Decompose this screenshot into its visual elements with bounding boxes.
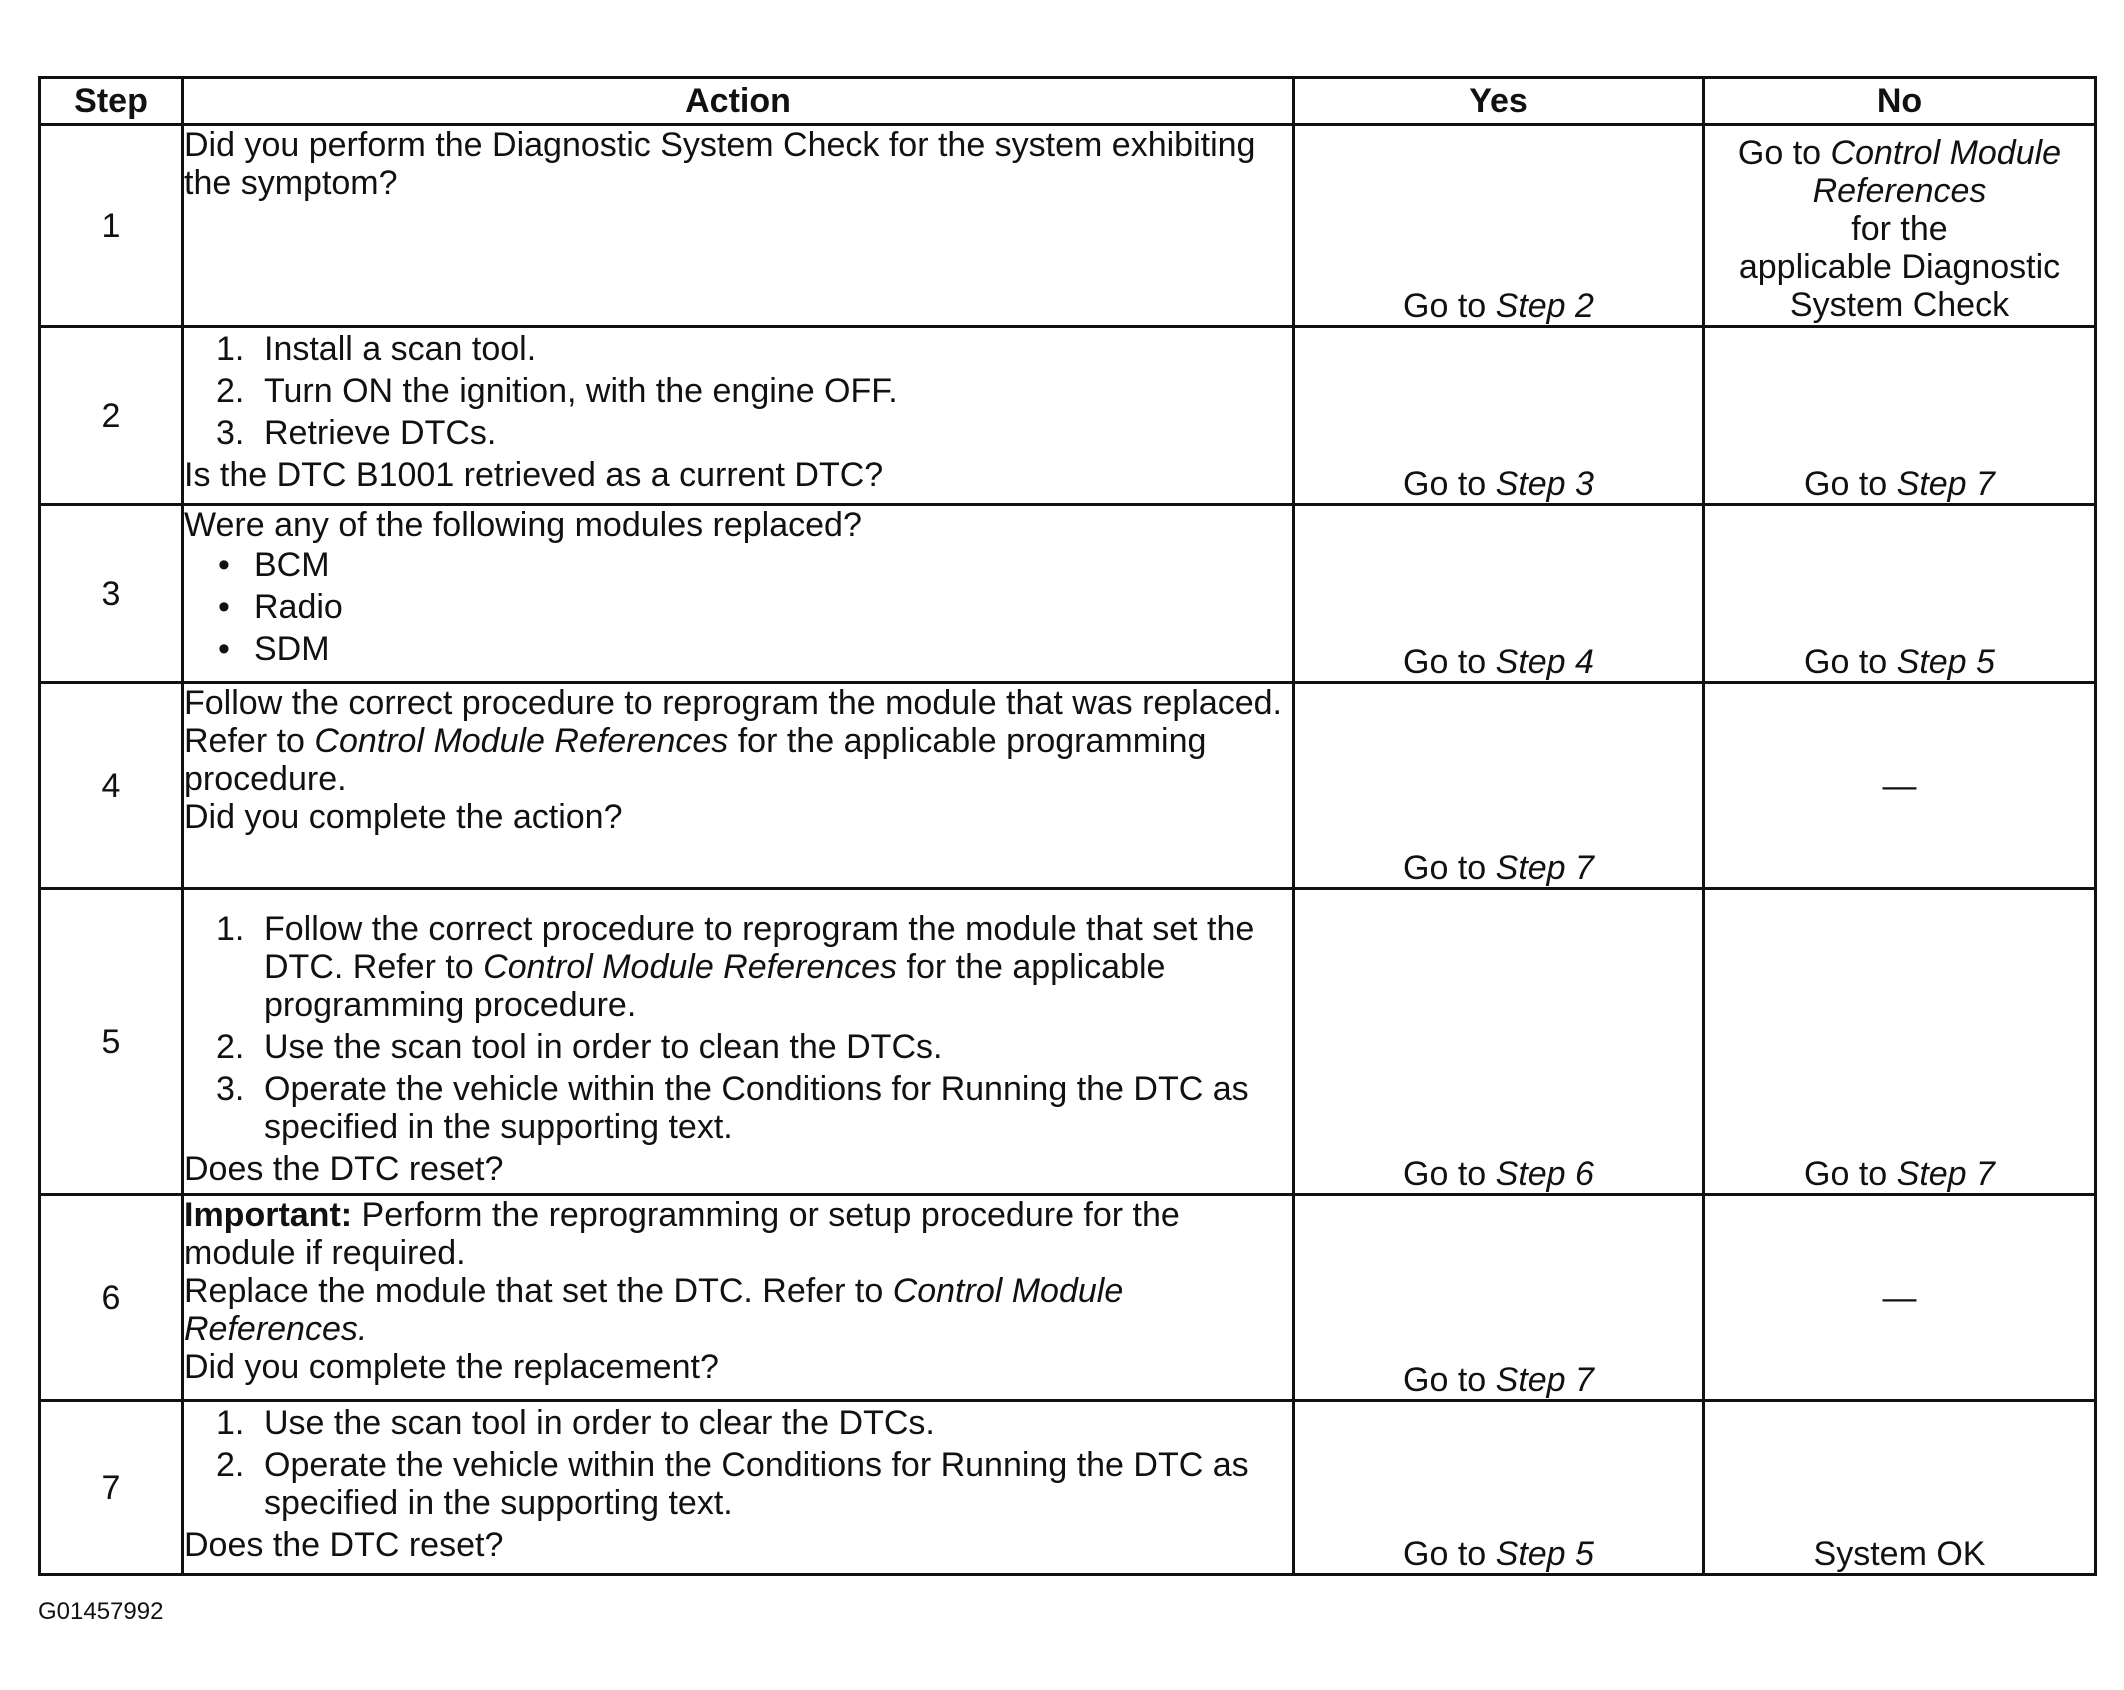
figure-id-label: G01457992	[38, 1598, 164, 1625]
table-row-step-3	[40, 505, 2096, 683]
no-cell	[1704, 125, 2096, 327]
action-intro: Were any of the following modules replaced?	[184, 506, 862, 544]
no-dash: —	[1882, 1278, 1917, 1317]
list-item: 3. Retrieve DTCs.	[216, 414, 497, 452]
header-row	[40, 78, 2096, 125]
list-item: 1. Use the scan tool in order to clear the DTCs.	[216, 1404, 935, 1442]
action-question: Did you complete the action?	[184, 798, 623, 836]
no-cell	[1704, 1401, 2096, 1575]
no-cell	[1704, 505, 2096, 683]
yes-step-link[interactable]: Step 5	[1495, 1535, 1594, 1573]
list-item: 1. Follow the correct procedure to reprogram the module that set the DTC. Refer to Control Module References for the applicable programming procedure.	[216, 910, 1255, 1024]
action-numbered-list	[184, 910, 1292, 1146]
table-row-step-6	[40, 1195, 2096, 1401]
diagnostic-table	[38, 76, 2097, 1576]
no-cell	[1704, 327, 2096, 505]
no-prefix: Go to	[1804, 643, 1897, 681]
header-yes: Yes	[1294, 78, 1704, 125]
yes-prefix: Go to	[1403, 1361, 1496, 1399]
yes-cell	[1294, 1195, 1704, 1401]
yes-step-link[interactable]: Step 7	[1495, 1361, 1594, 1399]
yes-step-link[interactable]: Step 6	[1495, 1155, 1594, 1193]
action-refer: Refer to Control Module References for the applicable programming procedure.	[184, 722, 1207, 798]
no-dash: —	[1882, 766, 1917, 805]
yes-cell	[1294, 327, 1704, 505]
table-row-step-5	[40, 889, 2096, 1195]
no-step-link[interactable]: Step 7	[1896, 465, 1995, 503]
action-cell	[183, 683, 1294, 889]
yes-step-link[interactable]: Step 4	[1495, 643, 1594, 681]
list-item: 2. Operate the vehicle within the Conditions for Running the DTC as specified in the supporting text.	[216, 1446, 1249, 1522]
table-row-step-2	[40, 327, 2096, 505]
action-cell	[183, 505, 1294, 683]
action-question: Is the DTC B1001 retrieved as a current DTC?	[184, 456, 884, 494]
action-numbered-list	[184, 330, 1292, 452]
no-cell	[1704, 683, 2096, 889]
list-item: • SDM	[184, 630, 1292, 668]
action-question: Did you complete the replacement?	[184, 1348, 719, 1386]
step-number: 1	[40, 125, 183, 327]
no-cell	[1704, 889, 2096, 1195]
action-cell	[183, 889, 1294, 1195]
action-replace: Replace the module that set the DTC. Refer to Control Module References.	[184, 1272, 1124, 1348]
action-question: Did you perform the Diagnostic System Check for the system exhibiting the symptom?	[184, 126, 1256, 202]
no-result-text: System OK	[1813, 1535, 1986, 1573]
action-cell	[183, 1195, 1294, 1401]
no-prefix: Go to	[1804, 465, 1897, 503]
list-item: 3. Operate the vehicle within the Conditions for Running the DTC as specified in the supporting text.	[216, 1070, 1249, 1146]
list-item: 2. Use the scan tool in order to clean the DTCs.	[216, 1028, 943, 1066]
yes-cell	[1294, 683, 1704, 889]
no-prefix: Go to	[1804, 1155, 1897, 1193]
no-suffix-2: applicable Diagnostic System Check	[1738, 248, 2061, 324]
header-action: Action	[183, 78, 1294, 125]
yes-prefix: Go to	[1403, 1155, 1496, 1193]
no-prefix: Go to	[1737, 134, 1831, 172]
control-module-references-link[interactable]: Control Module References	[483, 948, 898, 986]
table-row-step-1	[40, 125, 2096, 327]
important-note: Important: Perform the reprogramming or setup procedure for the module if required.	[184, 1196, 1180, 1272]
header-step: Step	[40, 78, 183, 125]
action-cell	[183, 327, 1294, 505]
action-question: Does the DTC reset?	[184, 1526, 504, 1564]
action-cell	[183, 125, 1294, 327]
action-text: Follow the correct procedure to reprogram the module that was replaced.	[184, 684, 1282, 722]
table-row-step-4	[40, 683, 2096, 889]
list-item: 1. Install a scan tool.	[216, 330, 537, 368]
header-no: No	[1704, 78, 2096, 125]
control-module-references-link[interactable]: Control Module References	[314, 722, 729, 760]
yes-step-link[interactable]: Step 3	[1495, 465, 1594, 503]
action-question: Does the DTC reset?	[184, 1150, 504, 1188]
yes-cell	[1294, 1401, 1704, 1575]
yes-prefix: Go to	[1403, 1535, 1496, 1573]
no-cell	[1704, 1195, 2096, 1401]
step-number: 4	[40, 683, 183, 889]
yes-prefix: Go to	[1403, 465, 1496, 503]
list-item: 2. Turn ON the ignition, with the engine OFF.	[216, 372, 898, 410]
module-bullet-list	[184, 546, 1292, 668]
list-item: • BCM	[184, 546, 1292, 584]
action-numbered-list	[184, 1404, 1292, 1522]
no-step-link[interactable]: Step 5	[1896, 643, 1995, 681]
list-item: • Radio	[184, 588, 1292, 626]
control-module-references-link[interactable]: Control Module References.	[184, 1272, 1124, 1348]
step-number: 6	[40, 1195, 183, 1401]
yes-cell	[1294, 125, 1704, 327]
yes-prefix: Go to	[1403, 287, 1496, 325]
yes-step-link[interactable]: Step 7	[1495, 849, 1594, 887]
step-number: 5	[40, 889, 183, 1195]
yes-cell	[1294, 889, 1704, 1195]
no-suffix-1: for the	[1851, 210, 1948, 248]
no-step-link[interactable]: Step 7	[1896, 1155, 1995, 1193]
step-number: 2	[40, 327, 183, 505]
action-cell	[183, 1401, 1294, 1575]
yes-step-link[interactable]: Step 2	[1495, 287, 1594, 325]
yes-prefix: Go to	[1403, 643, 1496, 681]
table-row-step-7	[40, 1401, 2096, 1575]
yes-cell	[1294, 505, 1704, 683]
yes-prefix: Go to	[1403, 849, 1496, 887]
no-reference-link[interactable]: Control Module References	[1812, 134, 2062, 210]
step-number: 3	[40, 505, 183, 683]
step-number: 7	[40, 1401, 183, 1575]
